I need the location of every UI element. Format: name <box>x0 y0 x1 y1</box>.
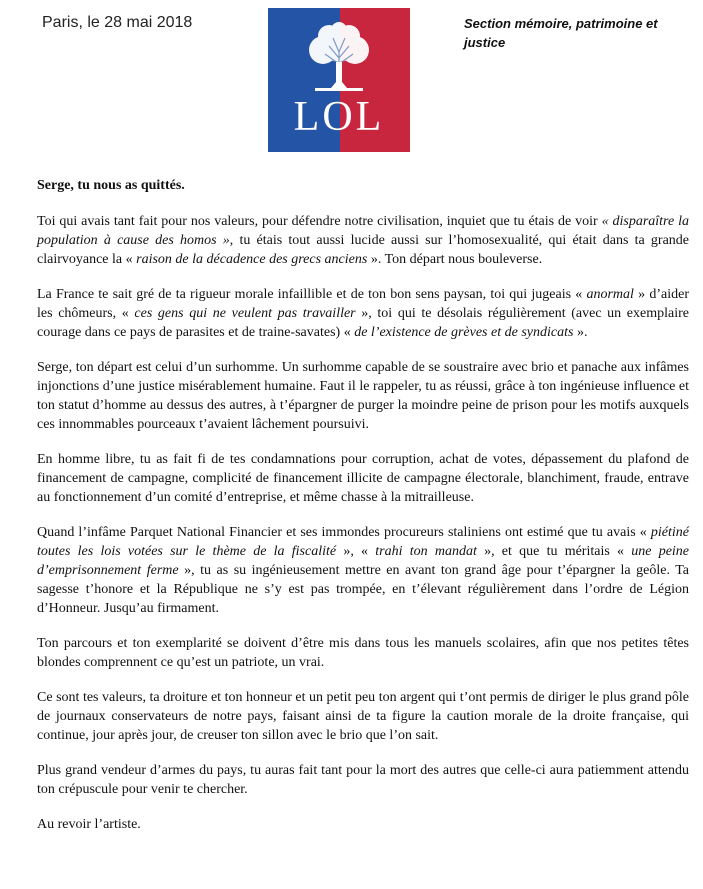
paragraph-7: Ce sont tes valeurs, ta droiture et ton honneur et un petit peu ton argent qui t’ont permis de diriger le plus grand pôle de journaux conservateurs de notre pays, faisant ainsi de ta figure la caution morale de la droite française, qui continue, jour après jour, de creuser ton sillon avec le brio que l’on sait. <box>37 690 689 743</box>
section-label: Section mémoire, patrimoine et justice <box>464 16 658 50</box>
party-logo <box>268 8 410 152</box>
letter-title: Serge, tu nous as quittés. <box>37 178 185 193</box>
logo-text: LOL <box>293 94 385 140</box>
p1-text-2: , tu étais tout aussi lucide aussi sur l’homosexualité, qui était dans ta grande clairvoyance la « <box>37 233 690 267</box>
p1-quote-2: raison de la décadence des grecs anciens <box>136 252 368 267</box>
letter-date: Paris, le 28 mai 2018 <box>42 14 193 31</box>
paragraph-3: Serge, ton départ est celui d’un surhomme. Un surhomme capable de se soustraire avec brio et panache aux infâmes injonctions d’une justice misérablement humaine. Faut il le rappeler, tu as réussi, grâce à ton ingénieuse influence et ton statut d’homme au dessus des autres, à t’épargner de purger la moindre peine de prison pour les motifs auxquels ces innommables pourceaux t’avaient lâchement poursuivi. <box>37 360 689 432</box>
paragraph-1 <box>37 212 689 269</box>
paragraph-2 <box>37 285 689 342</box>
tree-icon <box>299 22 379 94</box>
p2-quote-2: ces gens qui ne veulent pas travailler <box>134 306 356 321</box>
paragraph-8: Plus grand vendeur d’armes du pays, tu auras fait tant pour la mort des autres que celle-ci aura patiemment attendu ton crépuscule pour venir te chercher. <box>37 763 689 797</box>
p2-text-3: », toi qui te désolais régulièrement (avec un exemplaire courage dans ce pays de parasites et de traine-savates) « <box>37 306 689 340</box>
letter-body <box>37 176 689 850</box>
p1-text-1: Toi qui avais tant fait pour nos valeurs, pour défendre notre civilisation, inquiet que tu étais de voir <box>37 214 602 229</box>
p5-text-4: », tu as su ingénieusement mettre en avant ton grand âge pour t’épargner la geôle. Ta sagesse t’honore et la République ne s’y est pas trompée, en t’élevant régulièrement dans l’ordre de Légion d’Honneur. Jusqu’au firmament. <box>37 563 689 616</box>
p1-text-3: ». Ton départ nous bouleverse. <box>367 252 543 267</box>
p5-quote-2: trahi ton mandat <box>375 544 477 559</box>
paragraph-4: En homme libre, tu as fait fi de tes condamnations pour corruption, achat de votes, dépassement du plafond de financement de campagne, complicité de financement illicite de campagne électorale, blanchiment, fraude, entrave au fonctionnement d’un comité d’entreprise, et même chasse à la mitrailleuse. <box>37 452 689 505</box>
p5-text-3: », et que tu méritais « <box>476 544 632 559</box>
p2-quote-1: anormal <box>586 287 634 302</box>
paragraph-5 <box>37 523 689 618</box>
letter-closing: Au revoir l’artiste. <box>37 817 141 832</box>
p5-quote-1: piétiné toutes les lois votées sur le thème de la fiscalité <box>37 525 689 559</box>
p2-text-1: La France te sait gré de ta rigueur morale infaillible et de ton bon sens paysan, toi qui jugeais « <box>37 287 587 302</box>
p5-quote-3: une peine d’emprisonnement ferme <box>37 544 690 578</box>
p1-quote-1: « disparaître la population à cause des homos » <box>37 214 689 248</box>
p5-text-1: Quand l’infâme Parquet National Financier et ses immondes procureurs staliniens ont estimé que tu avais « <box>37 525 651 540</box>
p2-quote-3: de l’existence de grèves et de syndicats <box>354 325 574 340</box>
p2-text-4: ». <box>573 325 588 340</box>
p2-text-2: » d’aider les chômeurs, « <box>37 287 689 321</box>
paragraph-6: Ton parcours et ton exemplarité se doivent d’être mis dans tous les manuels scolaires, afin que nos petites têtes blondes comprennent ce qu’est un patriote, un vrai. <box>37 636 689 670</box>
p5-text-2: », « <box>336 544 376 559</box>
